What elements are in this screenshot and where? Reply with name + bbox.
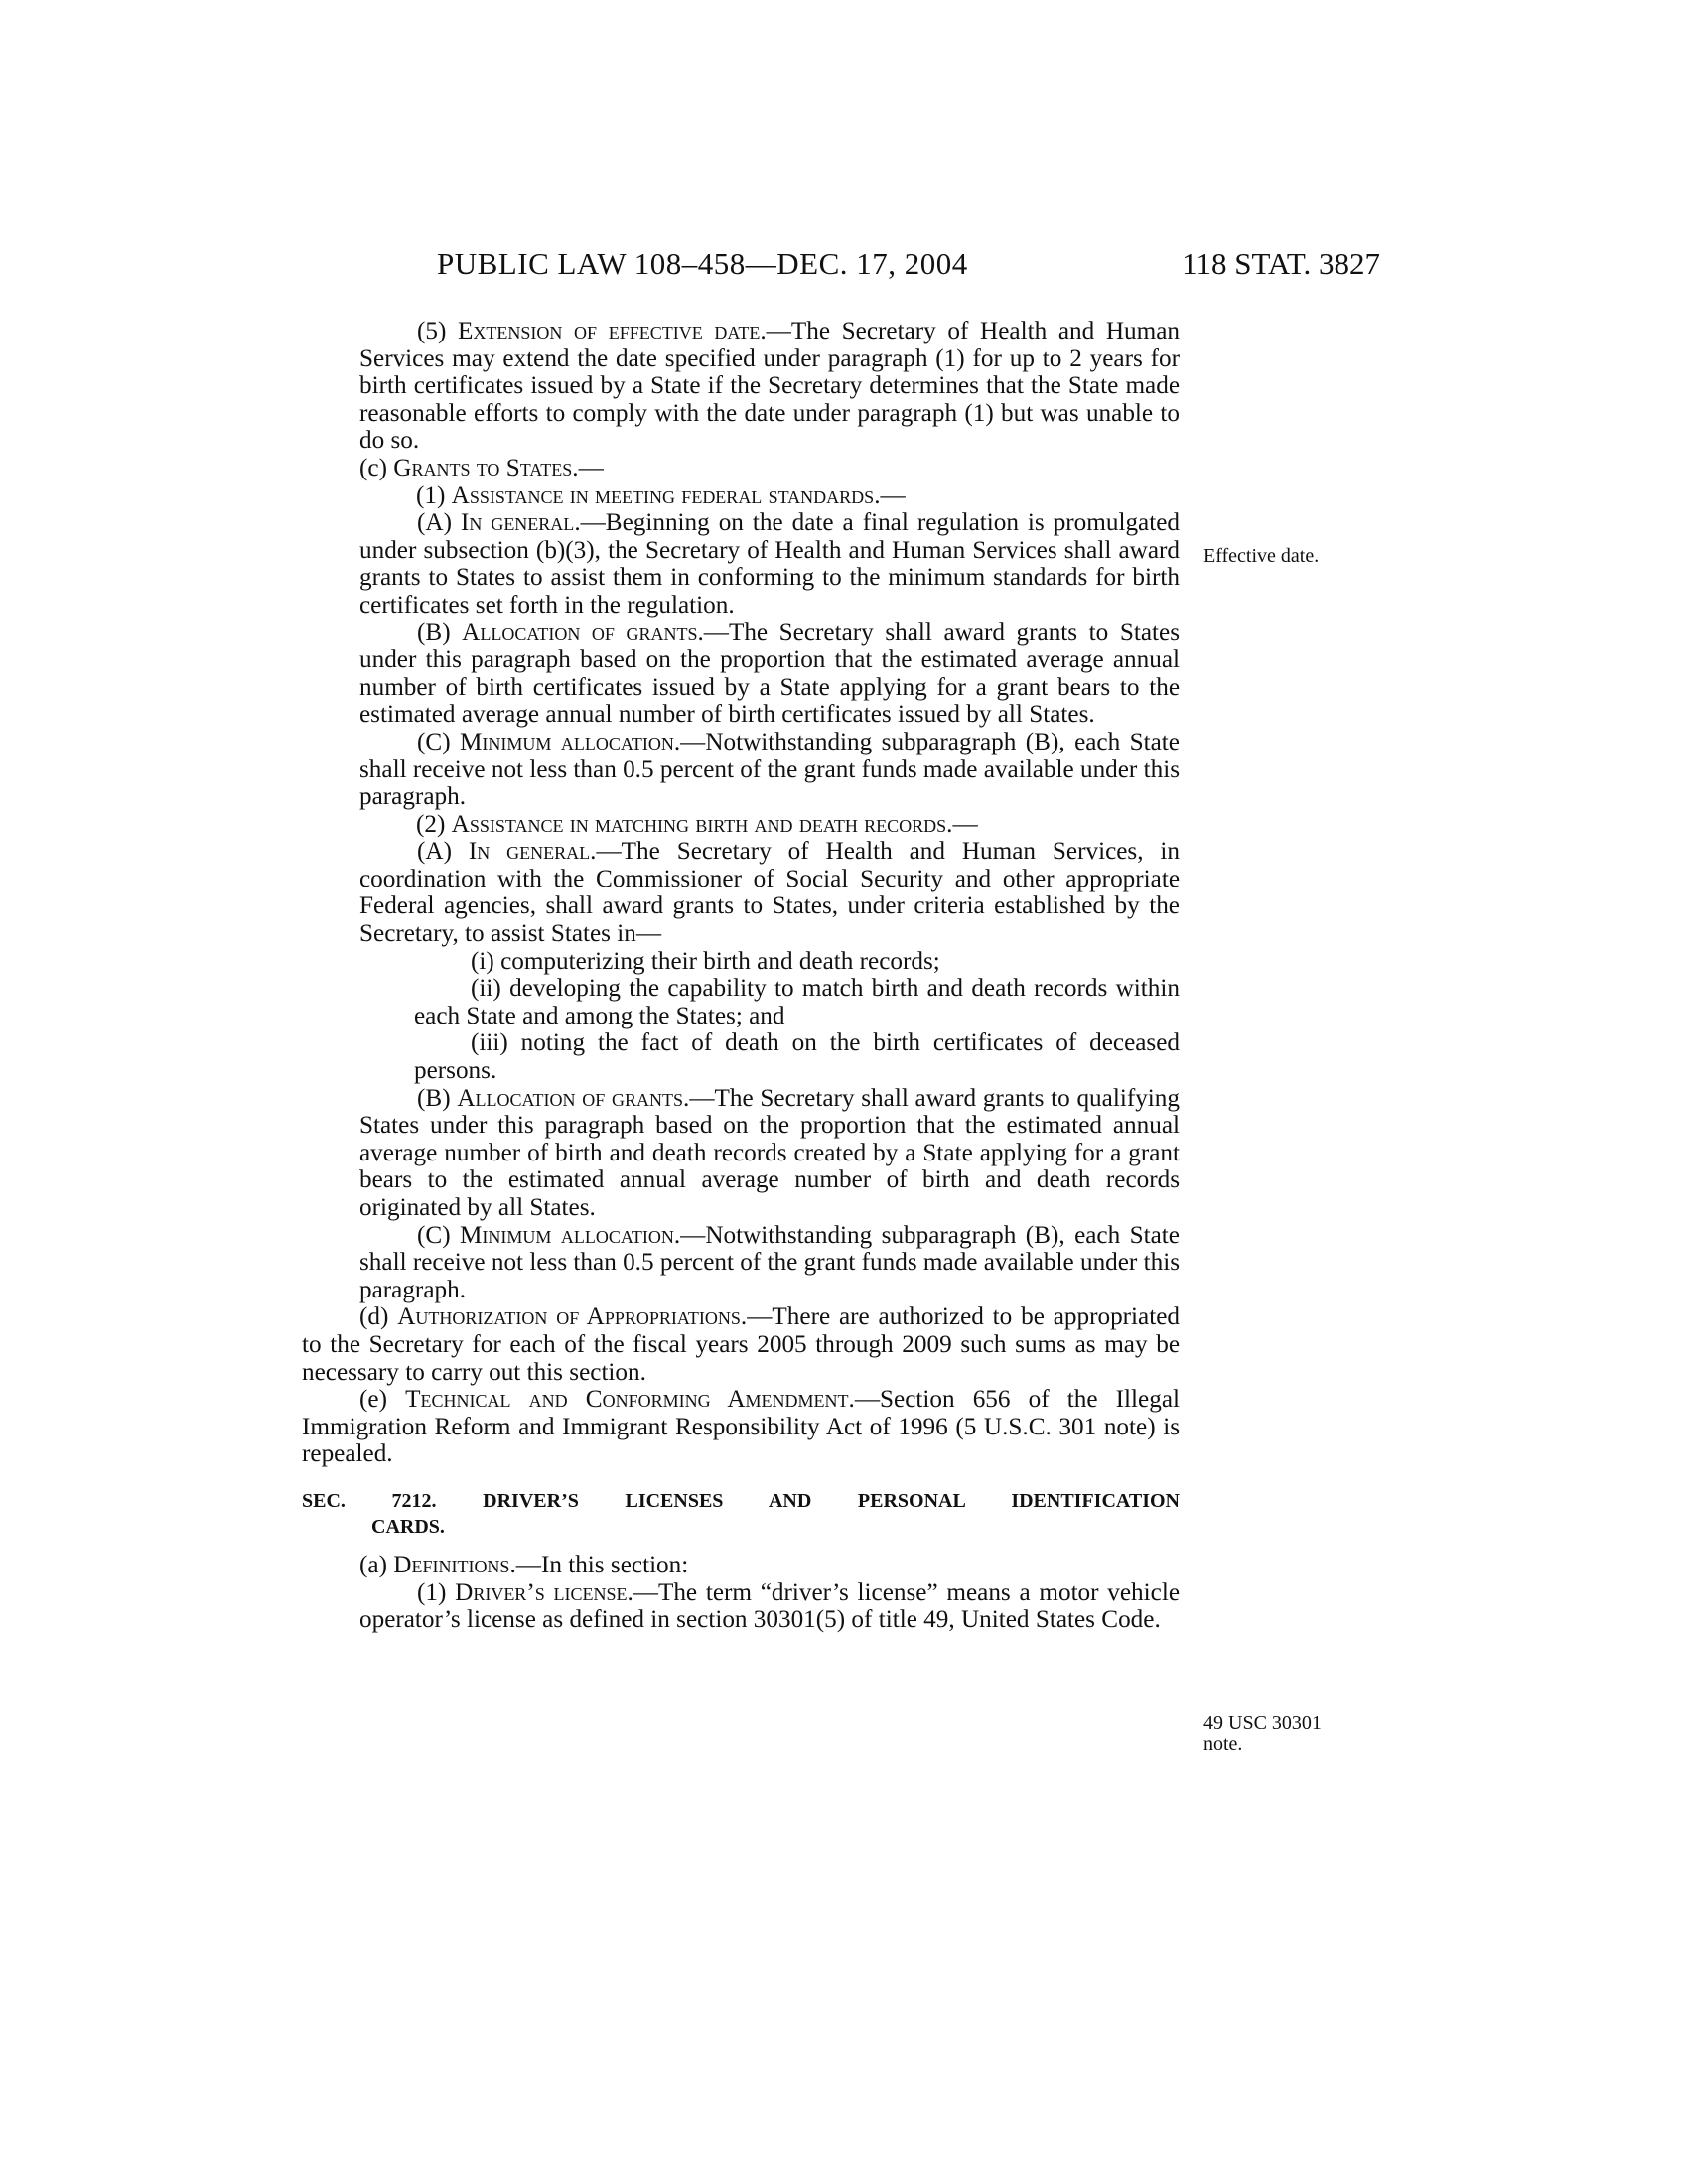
- label: (B): [417, 618, 451, 646]
- label: (e): [359, 1386, 387, 1414]
- heading: Assistance in meeting federal standards: [451, 481, 875, 509]
- heading: In general: [460, 509, 575, 537]
- paragraph-5: (5) Extension of effective date.—The Secretary of Health and Human Services may extend the date specified under paragraph (1) for up to 2 years for birth certificates issued by a State if the Secretary determines that the State made reasonable efforts to comply with the date under paragraph (1) but was unable to do so.: [359, 318, 1181, 455]
- text: The Secretary of Health and Human Services, in coordination with the Commissioner of Social Security and other appropriate Federal agencies, shall award grants to States, under criteria established by the Secretary, to assist States in—: [359, 838, 1181, 948]
- paragraph-c2: (2) Assistance in matching birth and death records.—: [416, 810, 978, 838]
- section-heading-line2: CARDS.: [371, 1515, 445, 1538]
- label: (B): [417, 1084, 451, 1112]
- paragraph-a1: (1) Driver’s license.—The term “driver’s license” means a motor vehicle operator’s license as defined in section 30301(5) of title 49, United States Code.: [359, 1578, 1181, 1634]
- page-header: [0, 246, 1688, 296]
- subparagraph-c2B: (B) Allocation of grants.—The Secretary shall award grants to qualifying States under this paragraph based on the proportion that the estimated annual average number of birth and death records created by a State applying for a grant bears to the estimated annual average number of birth and death records originated by all States.: [359, 1084, 1180, 1221]
- section-heading-7212: [302, 1488, 1180, 1540]
- label: (A): [417, 838, 452, 866]
- label: (1): [416, 481, 446, 509]
- text: The Secretary shall award grants to States under this paragraph based on the proportion that the estimated average annual number of birth certificates issued by a State applying for a grant bears to the estimated average annual number of birth certificates issued by all States.: [359, 618, 1180, 729]
- text: Notwithstanding subparagraph (B), each State shall receive not less than 0.5 percent of the grant funds made available under this paragraph.: [359, 1221, 1181, 1303]
- subparagraph-c1C: (C) Minimum allocation.—Notwithstanding subparagraph (B), each State shall receive not less than 0.5 percent of the grant funds made available under this paragraph.: [359, 728, 1181, 811]
- label: (a): [359, 1551, 387, 1578]
- heading: Driver’s license: [455, 1578, 628, 1606]
- label: (2): [416, 810, 446, 838]
- document-body: [302, 318, 1180, 1634]
- margin-note-usc: [1203, 1713, 1402, 1755]
- subsection-a: (a) Definitions.—In this section:: [359, 1551, 689, 1578]
- heading: Minimum allocation: [460, 728, 674, 755]
- subparagraph-c2C: (C) Minimum allocation.—Notwithstanding subparagraph (B), each State shall receive not less than 0.5 percent of the grant funds made available under this paragraph.: [359, 1221, 1181, 1303]
- heading: Assistance in matching birth and death records: [451, 810, 947, 838]
- heading: Definitions: [393, 1551, 510, 1578]
- heading: Grants to States: [393, 454, 573, 481]
- subsection-d: (d) Authorization of Appropriations.—There are authorized to be appropriated to the Secretary for each of the fiscal years 2005 through 2009 such sums as may be necessary to carry out this section.: [302, 1303, 1180, 1386]
- label: (1): [417, 1578, 447, 1606]
- text: Beginning on the date a final regulation is promulgated under subsection (b)(3), the Secretary of Health and Human Services shall award grants to States to assist them in conforming to the minimum standards for birth certificates set forth in the regulation.: [359, 509, 1181, 618]
- clause-i: (i) computerizing their birth and death records;: [471, 947, 940, 975]
- text: Section 656 of the Illegal Immigration Reform and Immigrant Responsibility Act of 1996 (5 U.S.C. 301 note) is repealed.: [302, 1386, 1181, 1468]
- subparagraph-c1B: (B) Allocation of grants.—The Secretary shall award grants to States under this paragraph based on the proportion that the estimated average annual number of birth certificates issued by a State applying for a grant bears to the estimated average annual number of birth certificates issued by all States.: [359, 618, 1180, 729]
- subparagraph-c1A: (A) In general.—Beginning on the date a final regulation is promulgated under subsection (b)(3), the Secretary of Health and Human Services shall award grants to States to assist them in conforming to the minimum standards for birth certificates set forth in the regulation.: [359, 509, 1181, 618]
- label: (d): [359, 1303, 389, 1331]
- heading: In general: [468, 838, 591, 866]
- label: (5): [417, 318, 447, 344]
- text: The Secretary of Health and Human Services may extend the date specified under paragraph (1) for up to 2 years for birth certificates issued by a State if the Secretary determines that the State made reasonable efforts to comply with the date under paragraph (1) but was unable to do so.: [359, 318, 1181, 455]
- text: There are authorized to be appropriated to the Secretary for each of the fiscal years 2005 through 2009 such sums as may be necessary to carry out this section.: [302, 1303, 1180, 1386]
- label: (C): [417, 1221, 451, 1249]
- text: Notwithstanding subparagraph (B), each State shall receive not less than 0.5 percent of the grant funds made available under this paragraph.: [359, 728, 1181, 811]
- heading: Minimum allocation: [460, 1221, 674, 1249]
- heading: Allocation of grants: [462, 618, 698, 646]
- subsection-e: (e) Technical and Conforming Amendment.—Section 656 of the Illegal Immigration Reform and Immigrant Responsibility Act of 1996 (5 U.S.C. 301 note) is repealed.: [302, 1386, 1181, 1468]
- section-heading-line1: SEC. 7212. DRIVER’S LICENSES AND PERSONAL IDENTIFICATION: [302, 1489, 1180, 1512]
- clause-ii: (ii) developing the capability to match birth and death records within each State and among the States; and: [414, 975, 1180, 1029]
- paragraph-c1: (1) Assistance in meeting federal standards.—: [416, 481, 906, 509]
- text: The term “driver’s license” means a motor vehicle operator’s license as defined in section 30301(5) of title 49, United States Code.: [359, 1578, 1181, 1634]
- subparagraph-c2A: (A) In general.—The Secretary of Health and Human Services, in coordination with the Commissioner of Social Security and other appropriate Federal agencies, shall award grants to States, under criteria established by the Secretary, to assist States in—: [359, 838, 1181, 948]
- label: (C): [417, 728, 451, 755]
- clause-iii: (iii) noting the fact of death on the birth certificates of deceased persons.: [414, 1029, 1180, 1085]
- heading: Authorization of Appropriations: [397, 1303, 741, 1331]
- margin-note-usc-line2: note.: [1203, 1733, 1243, 1755]
- law-citation: PUBLIC LAW 108–458—DEC. 17, 2004: [437, 246, 968, 281]
- heading: Allocation of grants: [457, 1084, 684, 1112]
- heading: Technical and Conforming Amendment: [405, 1386, 849, 1414]
- statute-page-number: 118 STAT. 3827: [1182, 246, 1380, 281]
- label: (A): [417, 509, 452, 537]
- margin-note-effective-date: Effective date.: [1203, 545, 1320, 567]
- label: (c): [359, 454, 387, 481]
- text: In this section:: [540, 1551, 689, 1578]
- margin-note-usc-line1: 49 USC 30301: [1203, 1712, 1322, 1734]
- subsection-c: (c) Grants to States.—: [359, 454, 604, 481]
- heading: Extension of effective date: [458, 318, 761, 344]
- text: The Secretary shall award grants to qualifying States under this paragraph based on the proportion that the estimated annual average number of birth and death records created by a State applying for a grant bears to the estimated annual average number of birth and death records originated by all States.: [359, 1084, 1180, 1221]
